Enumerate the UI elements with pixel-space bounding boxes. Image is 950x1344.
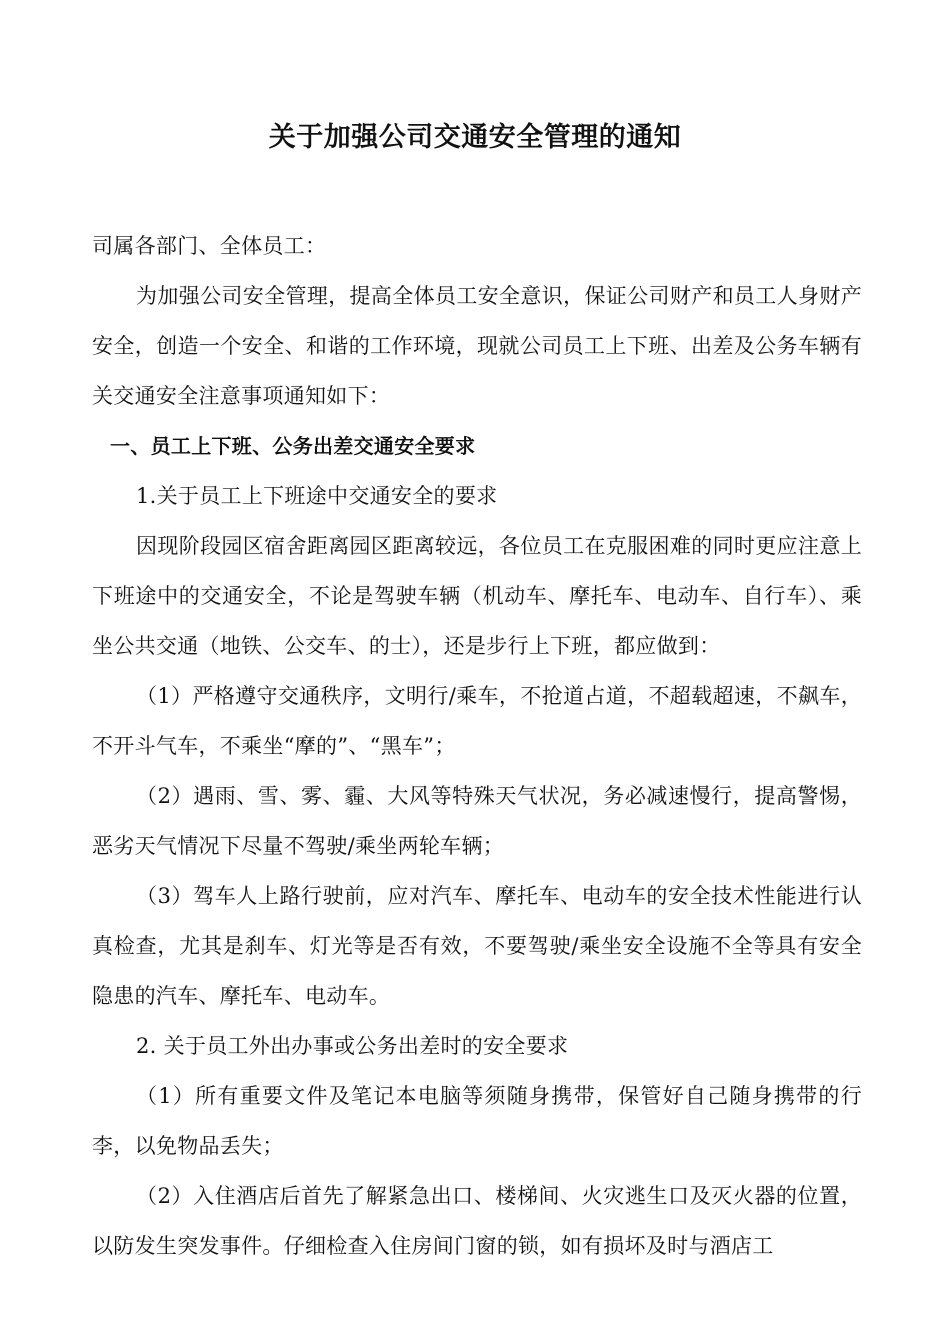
subsection-heading-1: 1.关于员工上下班途中交通安全的要求 — [136, 484, 498, 508]
list-item-1: （1）严格遵守交通秩序，文明行/乘车，不抢道占道，不超载超速，不飙车，不开斗气车，不乘坐“摩的”、“黑车”； — [92, 684, 862, 758]
list-item-4: （1）所有重要文件及笔记本电脑等须随身携带，保管好自己随身携带的行李，以免物品丢失； — [92, 1084, 862, 1158]
document-body — [92, 221, 862, 1271]
paragraph-commute-intro: 因现阶段园区宿舍距离园区距离较远，各位员工在克服困难的同时更应注意上下班途中的交通安全，不论是驾驶车辆（机动车、摩托车、电动车、自行车）、乘坐公共交通（地铁、公交车、的士），还是步行上下班，都应做到： — [92, 534, 862, 658]
subsection-heading-2: 2. 关于员工外出办事或公务出差时的安全要求 — [136, 1034, 569, 1058]
list-item-5: （2）入住酒店后首先了解紧急出口、楼梯间、火灾逃生口及灭火器的位置，以防发生突发事件。仔细检查入住房间门窗的锁，如有损坏及时与酒店工 — [92, 1184, 862, 1258]
section-heading-1: 一、员工上下班、公务出差交通安全要求 — [110, 434, 476, 458]
intro-paragraph: 为加强公司安全管理，提高全体员工安全意识，保证公司财产和员工人身财产安全，创造一个安全、和谐的工作环境，现就公司员工上下班、出差及公务车辆有关交通安全注意事项通知如下： — [92, 284, 862, 408]
list-item-3: （3）驾车人上路行驶前，应对汽车、摩托车、电动车的安全技术性能进行认真检查，尤其是刹车、灯光等是否有效，不要驾驶/乘坐安全设施不全等具有安全隐患的汽车、摩托车、电动车。 — [92, 884, 862, 1008]
document-title: 关于加强公司交通安全管理的通知 — [268, 122, 682, 153]
list-item-2: （2）遇雨、雪、雾、霾、大风等特殊天气状况，务必减速慢行，提高警惕，恶劣天气情况下尽量不驾驶/乘坐两轮车辆； — [92, 784, 862, 858]
salutation: 司属各部门、全体员工： — [92, 234, 327, 258]
